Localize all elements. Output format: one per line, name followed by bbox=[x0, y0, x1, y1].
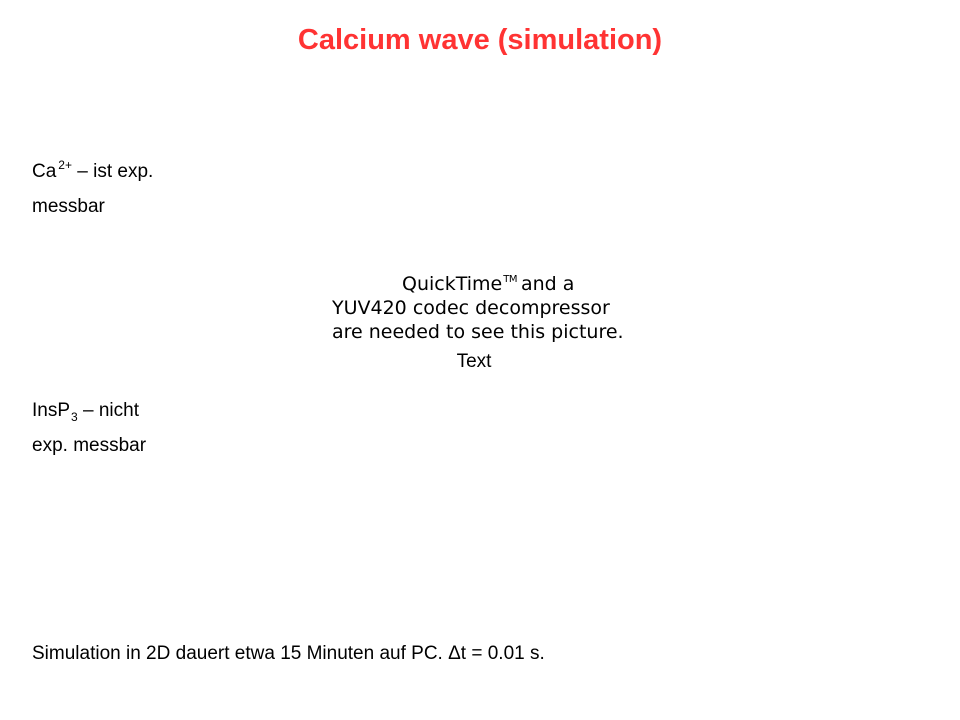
insp3-note-line1 bbox=[32, 394, 146, 429]
slide-title: Calcium wave (simulation) bbox=[297, 24, 663, 56]
insp3-note-line2: exp. messbar bbox=[32, 435, 147, 456]
insp3-subscript: 3 bbox=[71, 410, 78, 424]
calcium-note-line1 bbox=[32, 155, 153, 190]
insp3-note bbox=[32, 394, 146, 463]
insp3-species: InsP bbox=[32, 400, 71, 421]
quicktime-label: QuickTime bbox=[402, 273, 503, 295]
placeholder-line3: are needed to see this picture. bbox=[332, 321, 624, 343]
placeholder-line2: YUV420 codec decompressor bbox=[332, 297, 610, 319]
calcium-charge: 2+ bbox=[58, 158, 72, 172]
calcium-note-line2: messbar bbox=[32, 196, 105, 217]
calcium-note-text: – ist exp. bbox=[71, 161, 154, 182]
calcium-note bbox=[32, 155, 153, 224]
footer-note: Simulation in 2D dauert etwa 15 Minuten auf PC. Δt = 0.01 s. bbox=[32, 643, 545, 664]
placeholder-line1-suffix: and a bbox=[520, 273, 575, 295]
trademark-mark: TM bbox=[503, 274, 517, 285]
movie-placeholder bbox=[320, 266, 650, 350]
insp3-note-text: – nicht bbox=[77, 400, 139, 421]
movie-caption: Text bbox=[456, 351, 492, 372]
calcium-species: Ca bbox=[32, 161, 57, 182]
